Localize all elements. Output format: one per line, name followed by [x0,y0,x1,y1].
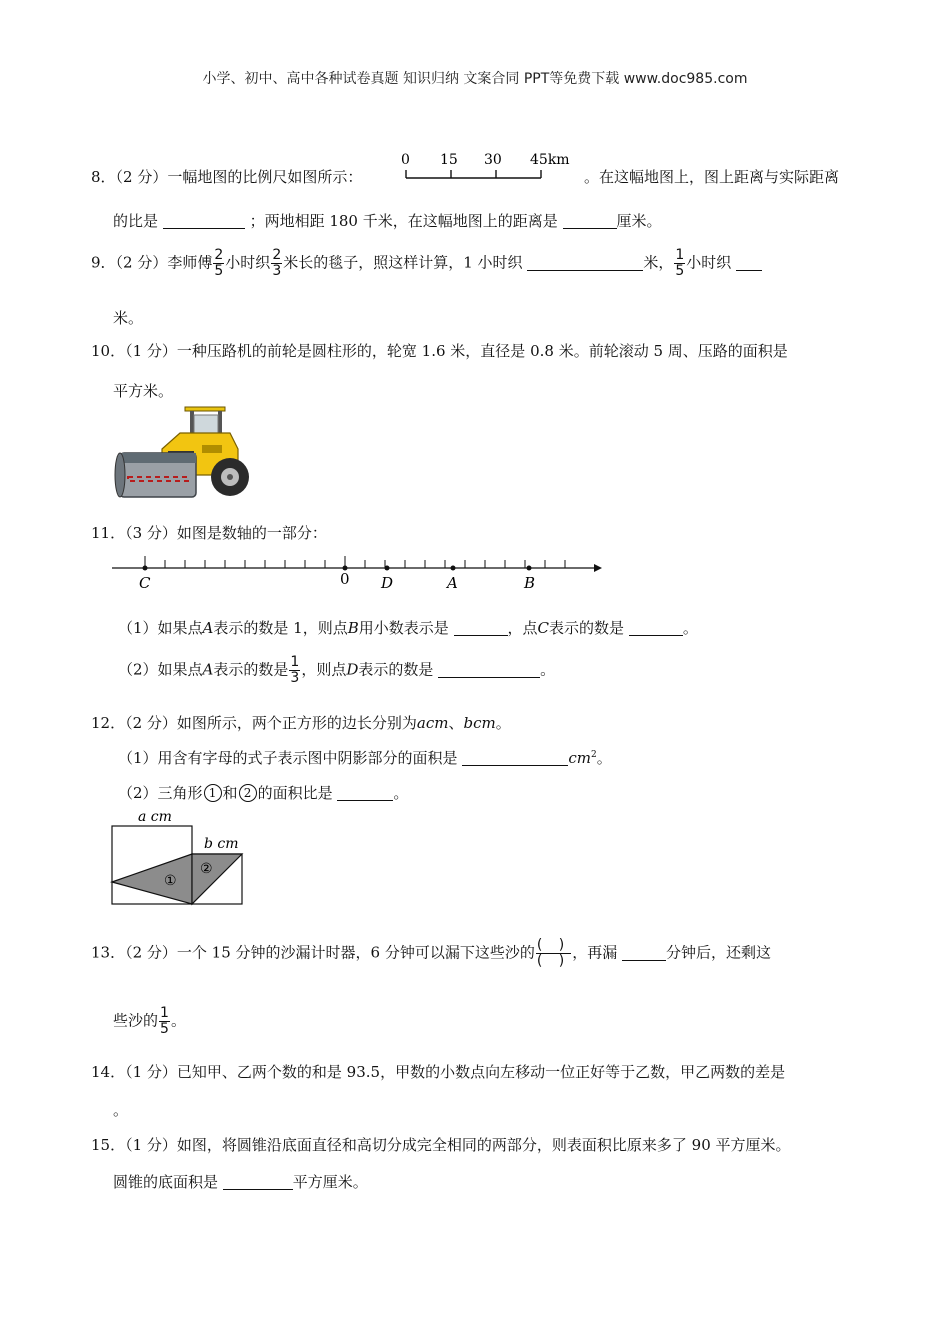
number-line [108,548,604,590]
circled-number: 2 [239,784,257,802]
fraction: $\frac{1}{3}$ [290,654,300,686]
question-9-line-1: 9．（2 分）李师傅 $\frac{2}{5}$ 小时织 $\frac{2}{3}$ 米长的毯子，照这样计算，1 小时织 米， $\frac{1}{5}$ 小时织 [91,248,762,279]
point-label-a: A [447,574,458,590]
point-label-d: D [381,574,394,590]
question-15-line-1: 15．（1 分）如图，将圆锥沿底面直径和高切分成完全相同的两部分，则表面积比原来多了 90 平方厘米。 [91,1136,791,1154]
question-12-line-1: 12．（2 分）如图所示，两个正方形的边长分别为acm、bcm。 [91,714,511,732]
question-10-line-2: 平方米。 [113,382,174,400]
question-11-part-2: （2）如果点A表示的数是 $\frac{1}{3}$ ，则点D表示的数是 。 [118,654,556,686]
question-8-line-1: 8．（2 分）一幅地图的比例尺如图所示： [91,168,363,186]
label-b-cm: b cm [204,836,239,852]
answer-blank[interactable] [629,620,683,636]
point-label-c: C [139,574,151,590]
answer-blank[interactable] [438,662,540,678]
answer-blank[interactable] [163,213,245,229]
answer-blank[interactable] [337,785,393,801]
number-line-ticks [145,556,565,568]
fraction: $\frac{1}{5}$ [675,247,685,279]
question-number: 8． [91,168,116,186]
question-13-line-2: 些沙的 $\frac{1}{5}$ 。 [113,1005,186,1037]
answer-blank[interactable] [454,620,508,636]
arrow-icon [594,564,602,572]
question-14-line-2: 。 [113,1101,129,1119]
answer-blank[interactable] [736,255,762,271]
scale-label-0: 0 [401,152,410,168]
question-14-line-1: 14．（1 分）已知甲、乙两个数的和是 93.5，甲数的小数点向左移动一位正好等于乙数，甲乙两数的差是 [91,1063,786,1081]
question-15-line-2: 圆锥的底面积是 平方厘米。 [113,1173,368,1191]
question-8-line-2: 的比是 ；两地相距 180 千米，在这幅地图上的距离是 厘米。 [113,212,662,230]
page-header: 小学、初中、高中各种试卷真题 知识归纳 文案合同 PPT等免费下载 www.doc985.com [202,71,748,87]
scale-bar-figure [398,150,578,184]
question-12-part-2: （2）三角形 1 和 2 的面积比是 。 [118,784,409,802]
question-12-part-1: （1）用含有字母的式子表示图中阴影部分的面积是 $cm^2$。 [118,749,612,767]
question-11-line-1: 11．（3 分）如图是数轴的一部分： [91,524,327,542]
triangle-1-label: ① [164,873,177,889]
label-a-cm: a cm [138,809,172,825]
scale-label-45km: 45km [530,152,570,168]
fraction: $\frac{2}{5}$ [214,247,224,279]
question-13-line-1: 13．（2 分）一个 15 分钟的沙漏计时器，6 分钟可以漏下这些沙的 $\frac{( )}{( )}$ ，再漏 分钟后，还剩这 [91,937,772,969]
answer-blank[interactable] [462,750,568,766]
answer-blank[interactable] [563,213,617,229]
fraction: $\frac{2}{3}$ [272,247,282,279]
question-11-part-1: （1）如果点A表示的数是 1，则点B用小数表示是 ，点C表示的数是 。 [118,619,698,637]
circled-number: 1 [204,784,222,802]
scale-label-15: 15 [440,152,458,168]
question-score: （2 分） [115,168,168,186]
road-roller-image [110,405,252,501]
triangle-2-label: ② [200,861,213,877]
question-10-line-1: 10．（1 分）一种压路机的前轮是圆柱形的，轮宽 1.6 米，直径是 0.8 米。前轮滚动 5 周、压路的面积是 [91,342,788,360]
fraction-blank[interactable]: $\frac{( )}{( )}$ [536,937,571,969]
point-label-b: B [524,574,536,590]
point-label-zero: 0 [340,570,350,588]
scale-label-30: 30 [484,152,502,168]
answer-blank[interactable] [223,1174,293,1190]
answer-blank[interactable] [527,255,643,271]
answer-blank[interactable] [622,945,666,961]
question-8-line-1-end: 。在这幅地图上，图上距离与实际距离 [584,168,840,186]
squares-figure [108,806,248,908]
fraction: $\frac{1}{5}$ [160,1005,169,1037]
question-9-line-2: 米。 [113,309,144,327]
